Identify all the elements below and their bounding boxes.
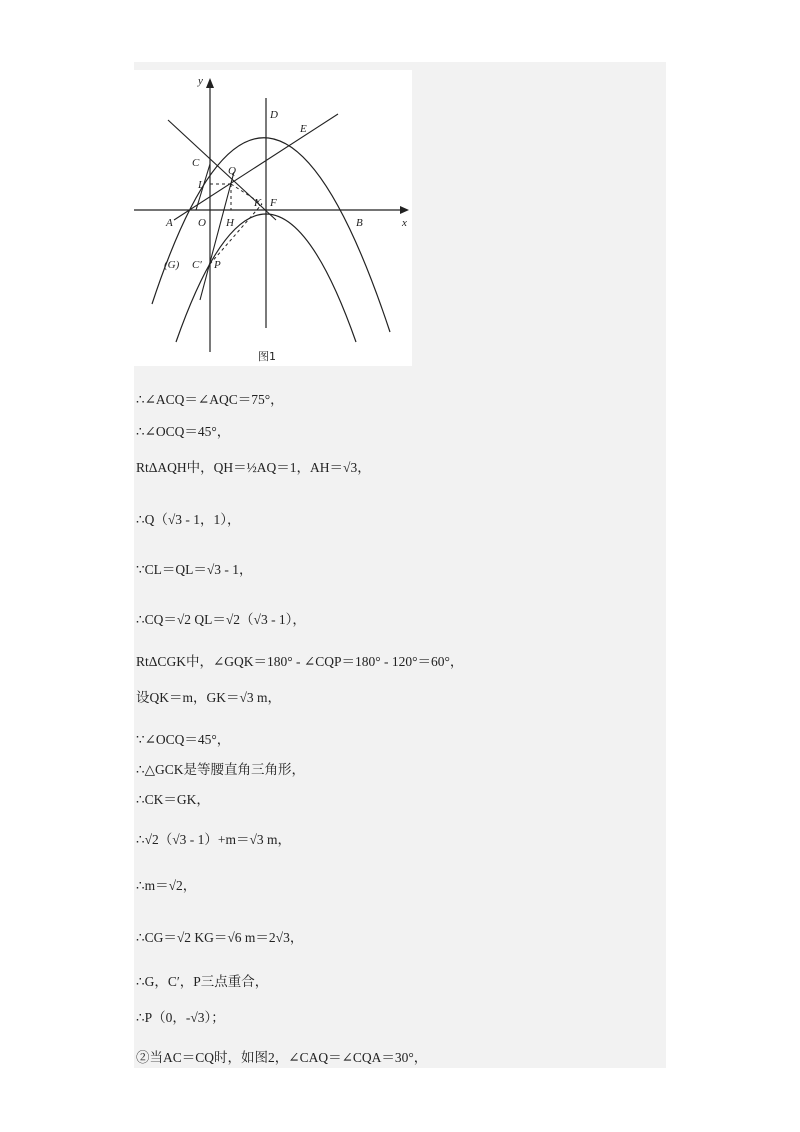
figure-caption: 图1 bbox=[258, 350, 276, 363]
parabola-diagram bbox=[134, 70, 412, 366]
line-2: ∴∠OCQ＝45°， bbox=[136, 424, 231, 439]
line-1: ∴∠ACQ＝∠AQC＝75°， bbox=[136, 392, 284, 407]
line-6: ∴CQ＝√2 QL＝√2（√3 - 1）， bbox=[136, 612, 306, 627]
label-k: K bbox=[254, 197, 262, 209]
label-x: x bbox=[402, 217, 407, 229]
label-h: H bbox=[226, 217, 234, 229]
label-o: O bbox=[198, 217, 206, 229]
line-9: ∵∠OCQ＝45°， bbox=[136, 732, 231, 747]
line-11: ∴CK＝GK， bbox=[136, 792, 210, 807]
document-page bbox=[134, 62, 666, 1068]
line-8: 设QK＝m，GK＝√3 m， bbox=[136, 690, 282, 705]
line-17: ②当AC＝CQ时，如图2，∠CAQ＝∠CQA＝30°， bbox=[136, 1050, 428, 1065]
line-12: ∴√2（√3 - 1）+m＝√3 m， bbox=[136, 832, 292, 847]
label-q: Q bbox=[228, 165, 236, 177]
line-4: ∴Q（√3 - 1，1）， bbox=[136, 512, 241, 527]
label-y: y bbox=[198, 75, 203, 87]
line-10: ∴△GCK是等腰直角三角形， bbox=[136, 762, 305, 777]
line-7: RtΔCGK中，∠GQK＝180° - ∠CQP＝180° - 120°＝60°， bbox=[136, 654, 464, 669]
label-l: L bbox=[198, 179, 205, 191]
line-16: ∴P（0，-√3）； bbox=[136, 1010, 225, 1025]
label-g: (G) bbox=[164, 259, 180, 271]
label-f: F bbox=[270, 197, 277, 209]
x-axis-arrow bbox=[400, 206, 409, 214]
label-a: A bbox=[166, 217, 173, 229]
line-14: ∴CG＝√2 KG＝√6 m＝2√3， bbox=[136, 930, 304, 945]
line-13: ∴m＝√2， bbox=[136, 878, 197, 893]
label-p: P bbox=[214, 259, 221, 271]
line-5: ∵CL＝QL＝√3 - 1， bbox=[136, 562, 253, 577]
label-e: E bbox=[300, 123, 307, 135]
line-3: RtΔAQH中，QH＝½AQ＝1，AH＝√3， bbox=[136, 460, 371, 475]
line-15: ∴G，C′，P三点重合， bbox=[136, 974, 269, 989]
y-axis-arrow bbox=[206, 78, 214, 88]
label-c-prime: C′ bbox=[192, 259, 202, 271]
figure-1 bbox=[134, 70, 412, 366]
label-c: C bbox=[192, 157, 200, 169]
label-d: D bbox=[270, 109, 278, 121]
label-b: B bbox=[356, 217, 363, 229]
upper-parabola bbox=[152, 138, 390, 332]
